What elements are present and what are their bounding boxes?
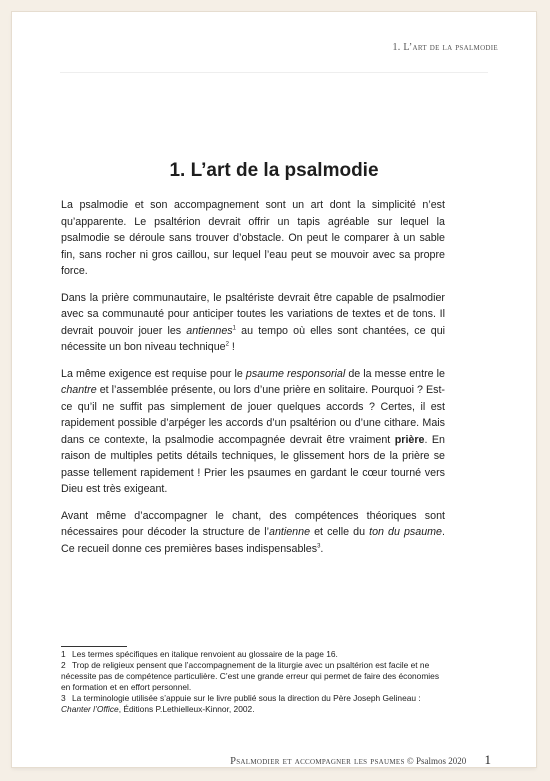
- footer-book-title: Psalmodier et accompagner les psaumes: [230, 756, 405, 767]
- body-text: [61, 197, 445, 567]
- term-psaume-responsorial: psaume responsorial: [245, 367, 346, 380]
- footnote-text: , Éditions P.Lethielleux-Kinnor, 2002.: [118, 704, 255, 714]
- paragraph-2-text: Dans la prière communautaire, le psaltériste devrait être capable de psalmodier avec sa communauté pour anticiper toutes les variations de textes et de tons. Il devrait pouvoir jouer les: [61, 291, 445, 337]
- term-ton-du-psaume: ton du psaume: [369, 526, 443, 538]
- footnote-rule: [61, 646, 127, 647]
- paragraph-4: [61, 508, 445, 558]
- paragraph-4-text: . Ce recueil donne ces premières bases indispensables: [61, 526, 445, 555]
- term-chantre: chantre: [61, 384, 97, 396]
- paragraph-4-text: et celle du: [310, 526, 370, 538]
- page: [12, 12, 536, 767]
- footnote-ref-1[interactable]: 1: [232, 324, 236, 331]
- running-header-title: 1. L’art de la psalmodie: [392, 42, 498, 53]
- paragraph-3-text: et l’assemblée présente, ou lors d’une prière en solitaire. Pourquoi ? Est-ce qu’il ne suffit pas simplement de jouer quelques accords ? Certes, il est rapidement possible d’arpéger les accords d’un psaltérion ou d’une cithare. Mais dans ce contexte, la psalmodie accompagnée devrait être vraiment: [61, 384, 445, 446]
- paragraph-3-text: . En raison de multiples petits détails techniques, le glissement hors de la prière se passe tellement rapidement ! Prier les psaumes en gardant le cœur tourné vers Dieu est très exigeant.: [61, 433, 445, 495]
- footnote-3: [61, 693, 445, 715]
- paragraph-2: [61, 290, 445, 356]
- paragraph-4-text: Avant même d’accompagner le chant, des compétences théoriques sont nécessaires pour décoder la structure de l’: [61, 509, 445, 538]
- footnote-text: Les termes spécifiques en italique renvoient au glossaire de la page 16.: [72, 649, 338, 659]
- footnote-1: [61, 649, 445, 660]
- paragraph-3-text: de la messe entre le: [345, 367, 445, 380]
- book-title: Chanter l’Office: [61, 704, 119, 714]
- term-antiennes: antiennes: [186, 324, 233, 337]
- footnote-number: 2: [61, 660, 66, 670]
- page-number: 1: [484, 752, 491, 767]
- footnote-text: Trop de religieux pensent que l’accompagnement de la liturgie avec un psaltérion est facile et ne nécessite pas de compétence particulière. C’est une grande erreur qui permet de faire des économies en formation et en effort personnel.: [61, 660, 440, 692]
- paragraph-3: [61, 366, 445, 498]
- paragraph-2-text: au tempo où elles sont chantées, ce qui nécessite un bon niveau technique: [61, 324, 446, 353]
- footnote-number: 3: [61, 693, 66, 703]
- footer-copyright: © Psalmos 2020: [406, 756, 467, 766]
- term-antienne: antienne: [269, 526, 311, 538]
- paragraph-3-text: La même exigence est requise pour le: [61, 367, 246, 380]
- paragraph-4-text: .: [320, 542, 324, 555]
- chapter-title: 1. L’art de la psalmodie: [169, 160, 379, 181]
- footnote-number: 1: [61, 649, 66, 659]
- footnotes: [61, 649, 445, 715]
- paragraph-1: La psalmodie et son accompagnement sont un art dont la simplicité n’est qu’apparente. Le psaltérion devrait offrir un tapis agréable sur lequel la psalmodie se déroule sans trouver d’obstacle. On peut le comparer à un sable fin, sans rocher ni gros caillou, sur lequel l’eau peut se mouvoir avec sa propre force.: [61, 199, 445, 277]
- footnote-text: La terminologie utilisée s’appuie sur le livre publié sous la direction du Père Joseph Gelineau :: [72, 693, 421, 703]
- footnote-2: [61, 660, 445, 693]
- emphasis-priere: prière: [394, 433, 425, 446]
- footnote-ref-3[interactable]: 3: [317, 542, 321, 549]
- header-rule: [60, 72, 488, 73]
- page-footer: [230, 752, 491, 768]
- paragraph-2-text: !: [228, 341, 235, 353]
- footnote-ref-2[interactable]: 2: [225, 341, 229, 348]
- running-header: [392, 42, 498, 53]
